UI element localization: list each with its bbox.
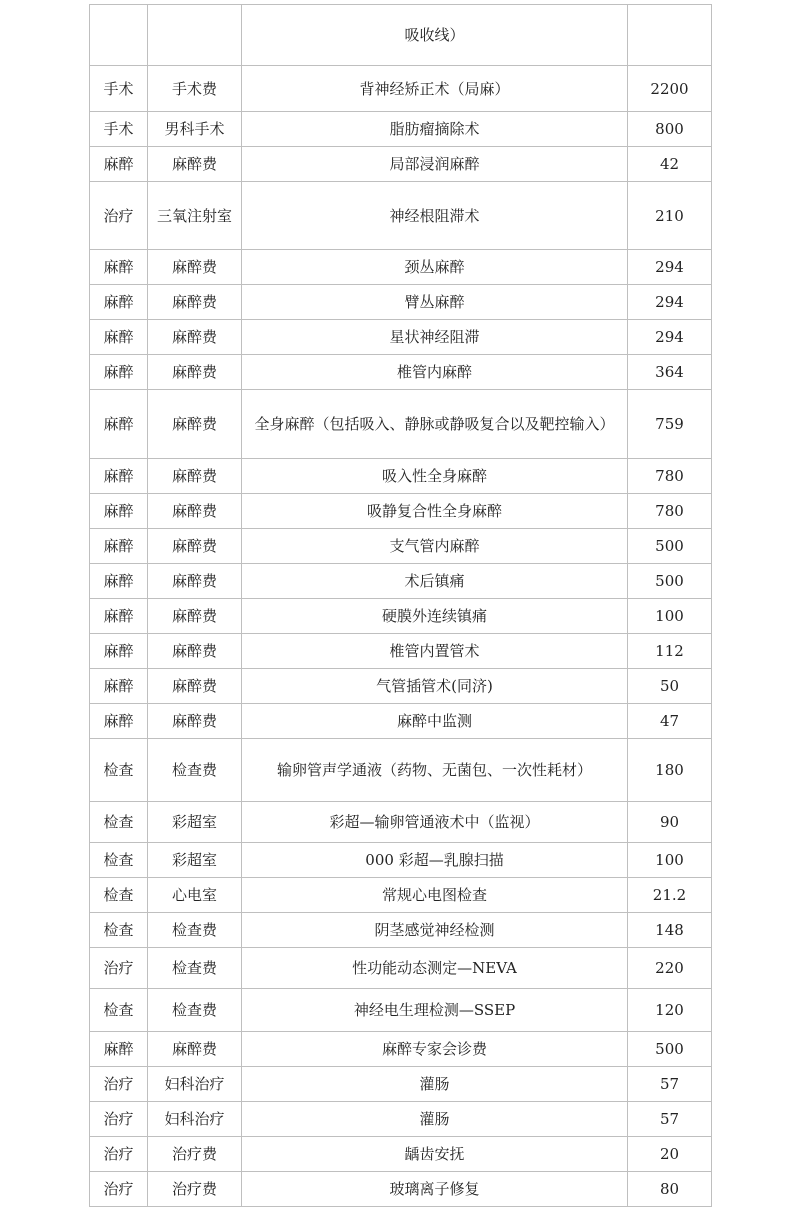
department-cell: 麻醉费 <box>148 634 242 669</box>
table-row <box>90 843 712 878</box>
table-row <box>90 459 712 494</box>
item-name-cell: 星状神经阻滞 <box>242 320 628 355</box>
department-cell: 麻醉费 <box>148 459 242 494</box>
category-cell: 治疗 <box>90 1102 148 1137</box>
price-cell: 120 <box>628 989 712 1032</box>
price-cell: 57 <box>628 1067 712 1102</box>
department-cell: 麻醉费 <box>148 250 242 285</box>
price-cell: 220 <box>628 948 712 989</box>
price-cell: 47 <box>628 704 712 739</box>
item-name-cell: 全身麻醉（包括吸入、静脉或静吸复合以及靶控输入） <box>242 390 628 459</box>
price-cell: 80 <box>628 1172 712 1207</box>
table-row <box>90 320 712 355</box>
item-name-cell: 彩超—输卵管通液术中（监视） <box>242 802 628 843</box>
category-cell: 治疗 <box>90 1067 148 1102</box>
category-cell: 麻醉 <box>90 285 148 320</box>
item-name-cell: 灌肠 <box>242 1067 628 1102</box>
item-name-cell: 支气管内麻醉 <box>242 529 628 564</box>
department-cell: 治疗费 <box>148 1137 242 1172</box>
department-cell: 检查费 <box>148 739 242 802</box>
item-name-cell: 臂丛麻醉 <box>242 285 628 320</box>
category-cell: 麻醉 <box>90 320 148 355</box>
department-cell: 麻醉费 <box>148 529 242 564</box>
fee-table-body <box>90 5 712 1207</box>
department-cell: 男科手术 <box>148 112 242 147</box>
table-row <box>90 669 712 704</box>
table-row <box>90 913 712 948</box>
price-cell: 148 <box>628 913 712 948</box>
table-row <box>90 147 712 182</box>
table-row <box>90 599 712 634</box>
department-cell: 麻醉费 <box>148 390 242 459</box>
table-row <box>90 1067 712 1102</box>
table-row <box>90 802 712 843</box>
category-cell: 治疗 <box>90 1172 148 1207</box>
fee-table <box>89 4 712 1207</box>
item-name-cell: 椎管内置管术 <box>242 634 628 669</box>
price-cell: 500 <box>628 564 712 599</box>
item-name-cell: 麻醉专家会诊费 <box>242 1032 628 1067</box>
item-name-cell: 000 彩超—乳腺扫描 <box>242 843 628 878</box>
price-cell: 100 <box>628 599 712 634</box>
item-name-cell: 术后镇痛 <box>242 564 628 599</box>
table-row <box>90 529 712 564</box>
table-row <box>90 564 712 599</box>
table-row <box>90 1172 712 1207</box>
category-cell: 治疗 <box>90 182 148 250</box>
table-row <box>90 250 712 285</box>
department-cell: 检查费 <box>148 913 242 948</box>
category-cell: 检查 <box>90 878 148 913</box>
price-cell: 50 <box>628 669 712 704</box>
category-cell: 麻醉 <box>90 459 148 494</box>
price-cell: 90 <box>628 802 712 843</box>
category-cell: 麻醉 <box>90 147 148 182</box>
department-cell: 麻醉费 <box>148 285 242 320</box>
price-cell: 500 <box>628 1032 712 1067</box>
department-cell <box>148 5 242 66</box>
item-name-cell: 背神经矫正术（局麻） <box>242 66 628 112</box>
table-row <box>90 704 712 739</box>
department-cell: 彩超室 <box>148 802 242 843</box>
price-cell: 294 <box>628 285 712 320</box>
item-name-cell: 局部浸润麻醉 <box>242 147 628 182</box>
item-name-cell: 阴茎感觉神经检测 <box>242 913 628 948</box>
category-cell: 检查 <box>90 843 148 878</box>
table-row <box>90 1137 712 1172</box>
table-row <box>90 112 712 147</box>
category-cell: 治疗 <box>90 948 148 989</box>
department-cell: 麻醉费 <box>148 599 242 634</box>
category-cell: 麻醉 <box>90 355 148 390</box>
price-cell: 780 <box>628 459 712 494</box>
price-cell: 759 <box>628 390 712 459</box>
department-cell: 治疗费 <box>148 1172 242 1207</box>
category-cell <box>90 5 148 66</box>
department-cell: 麻醉费 <box>148 320 242 355</box>
item-name-cell: 颈丛麻醉 <box>242 250 628 285</box>
item-name-cell: 神经根阻滞术 <box>242 182 628 250</box>
department-cell: 彩超室 <box>148 843 242 878</box>
department-cell: 麻醉费 <box>148 704 242 739</box>
table-row <box>90 5 712 66</box>
price-cell: 180 <box>628 739 712 802</box>
category-cell: 麻醉 <box>90 1032 148 1067</box>
price-cell: 100 <box>628 843 712 878</box>
table-row <box>90 355 712 390</box>
category-cell: 麻醉 <box>90 564 148 599</box>
category-cell: 麻醉 <box>90 634 148 669</box>
table-row <box>90 66 712 112</box>
price-cell: 21.2 <box>628 878 712 913</box>
category-cell: 麻醉 <box>90 390 148 459</box>
category-cell: 检查 <box>90 739 148 802</box>
item-name-cell: 神经电生理检测—SSEP <box>242 989 628 1032</box>
item-name-cell: 性功能动态测定—NEVA <box>242 948 628 989</box>
price-cell: 2200 <box>628 66 712 112</box>
table-row <box>90 634 712 669</box>
table-row <box>90 989 712 1032</box>
price-cell: 20 <box>628 1137 712 1172</box>
price-cell: 780 <box>628 494 712 529</box>
item-name-cell: 灌肠 <box>242 1102 628 1137</box>
price-cell: 800 <box>628 112 712 147</box>
item-name-cell: 输卵管声学通液（药物、无菌包、一次性耗材） <box>242 739 628 802</box>
price-cell: 500 <box>628 529 712 564</box>
department-cell: 妇科治疗 <box>148 1067 242 1102</box>
department-cell: 麻醉费 <box>148 564 242 599</box>
price-cell: 294 <box>628 250 712 285</box>
category-cell: 麻醉 <box>90 599 148 634</box>
category-cell: 麻醉 <box>90 250 148 285</box>
item-name-cell: 椎管内麻醉 <box>242 355 628 390</box>
table-row <box>90 1032 712 1067</box>
table-row <box>90 878 712 913</box>
price-cell: 294 <box>628 320 712 355</box>
table-row <box>90 948 712 989</box>
item-name-cell: 硬膜外连续镇痛 <box>242 599 628 634</box>
department-cell: 麻醉费 <box>148 147 242 182</box>
category-cell: 手术 <box>90 66 148 112</box>
item-name-cell: 吸收线） <box>242 5 628 66</box>
department-cell: 心电室 <box>148 878 242 913</box>
price-cell: 210 <box>628 182 712 250</box>
department-cell: 妇科治疗 <box>148 1102 242 1137</box>
item-name-cell: 吸静复合性全身麻醉 <box>242 494 628 529</box>
item-name-cell: 吸入性全身麻醉 <box>242 459 628 494</box>
item-name-cell: 麻醉中监测 <box>242 704 628 739</box>
price-cell: 42 <box>628 147 712 182</box>
table-row <box>90 494 712 529</box>
price-cell: 112 <box>628 634 712 669</box>
item-name-cell: 脂肪瘤摘除术 <box>242 112 628 147</box>
department-cell: 麻醉费 <box>148 494 242 529</box>
price-cell <box>628 5 712 66</box>
department-cell: 检查费 <box>148 948 242 989</box>
price-cell: 57 <box>628 1102 712 1137</box>
table-row <box>90 739 712 802</box>
department-cell: 手术费 <box>148 66 242 112</box>
table-row <box>90 390 712 459</box>
category-cell: 麻醉 <box>90 494 148 529</box>
category-cell: 麻醉 <box>90 529 148 564</box>
category-cell: 手术 <box>90 112 148 147</box>
category-cell: 检查 <box>90 989 148 1032</box>
department-cell: 麻醉费 <box>148 1032 242 1067</box>
item-name-cell: 常规心电图检查 <box>242 878 628 913</box>
category-cell: 治疗 <box>90 1137 148 1172</box>
table-row <box>90 285 712 320</box>
item-name-cell: 玻璃离子修复 <box>242 1172 628 1207</box>
department-cell: 麻醉费 <box>148 669 242 704</box>
department-cell: 三氧注射室 <box>148 182 242 250</box>
department-cell: 麻醉费 <box>148 355 242 390</box>
item-name-cell: 气管插管术(同济) <box>242 669 628 704</box>
table-row <box>90 1102 712 1137</box>
table-row <box>90 182 712 250</box>
category-cell: 检查 <box>90 802 148 843</box>
department-cell: 检查费 <box>148 989 242 1032</box>
item-name-cell: 龋齿安抚 <box>242 1137 628 1172</box>
category-cell: 检查 <box>90 913 148 948</box>
category-cell: 麻醉 <box>90 704 148 739</box>
price-cell: 364 <box>628 355 712 390</box>
category-cell: 麻醉 <box>90 669 148 704</box>
